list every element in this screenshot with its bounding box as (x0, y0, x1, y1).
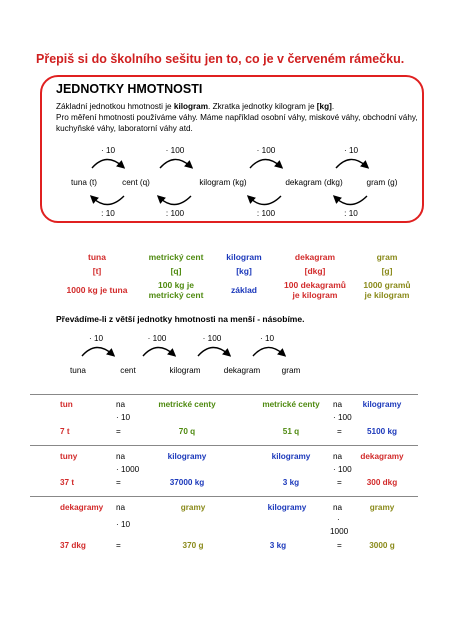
box-unit-dekagram: dekagram (dkg) (285, 178, 343, 187)
ex1-eq2: = (337, 427, 342, 436)
convert-unit-kilogram: kilogram (169, 366, 201, 375)
convert-heading: Převádíme-li z větší jednotky hmotnosti na menší - násobíme. (56, 314, 305, 324)
divider-2 (30, 445, 418, 446)
box-paragraph (56, 101, 418, 134)
box-mult-3: · 100 (256, 146, 276, 155)
convert-arc-4 (253, 347, 283, 356)
ex3-mid-unit: gramy (180, 503, 206, 512)
ex2-op1: · 1000 (116, 465, 140, 474)
table-name-dekagram: dekagram (294, 252, 336, 262)
table-rel-gram-1: 1000 gramů (363, 280, 411, 290)
ex3-res2: 3 kg (269, 541, 287, 550)
convert-mult-3: · 100 (202, 334, 222, 343)
ex1-mid-unit2: metrické centy (262, 400, 320, 409)
ex1-to-unit: kilogramy (362, 400, 402, 409)
convert-mult-4: · 10 (259, 334, 275, 343)
table-abbr-kg: [kg] (236, 266, 252, 276)
ex2-eq1: = (116, 478, 121, 487)
table-rel-gram-2: je kilogram (364, 290, 410, 300)
p1-text: Základní jednotkou hmotnosti je (56, 102, 174, 111)
ex3-op2b: 1000 (330, 527, 349, 536)
ex3-to-unit: gramy (369, 503, 395, 512)
table-name-cent: metrický cent (148, 252, 204, 262)
convert-unit-tuna: tuna (70, 366, 86, 375)
box-mult-4: · 10 (343, 146, 359, 155)
ex3-value: 37 dkg (60, 541, 86, 550)
ex2-na1: na (116, 452, 126, 461)
table-name-kilogram: kilogram (226, 252, 262, 262)
ex2-from: tuny (60, 452, 78, 461)
box-div-1: : 10 (101, 209, 115, 218)
ex2-res2: 3 kg (282, 478, 300, 487)
ex1-na1: na (116, 400, 126, 409)
ex3-eq2: = (337, 541, 342, 550)
p1-text-end: . (331, 102, 335, 111)
p1-text-mid: . Zkratka jednotky kilogram je (208, 102, 317, 111)
table-rel-cent-2: metrický cent (148, 290, 204, 300)
ex3-res1: 370 g (182, 541, 204, 550)
ex3-na1: na (116, 503, 126, 512)
table-abbr-g: [g] (381, 266, 393, 276)
convert-unit-cent: cent (120, 366, 136, 375)
ex3-mid-unit2: kilogramy (267, 503, 307, 512)
table-rel-kilogram: základ (231, 285, 257, 295)
ex2-op2: · 100 (333, 465, 352, 474)
ex1-res2: 51 q (282, 427, 300, 436)
red-frame (40, 75, 424, 223)
convert-mult-2: · 100 (147, 334, 167, 343)
table-abbr-dkg: [dkg] (304, 266, 326, 276)
ex3-op1: · 10 (116, 520, 131, 529)
ex1-res3: 5100 kg (366, 427, 398, 436)
ex3-eq1: = (116, 541, 121, 550)
convert-mult-1: · 10 (88, 334, 104, 343)
divider-3 (30, 496, 418, 497)
box-unit-tuna: tuna (t) (71, 178, 97, 187)
paragraph-line-3: kuchyňské váhy, laboratorní váhy atd. (56, 124, 193, 133)
ex1-from: tun (60, 400, 73, 409)
ex1-value: 7 t (60, 427, 70, 436)
table-abbr-t: [t] (92, 266, 102, 276)
ex1-op2: · 100 (333, 413, 352, 422)
ex1-res1: 70 q (178, 427, 196, 436)
box-mult-2: · 100 (165, 146, 185, 155)
table-rel-dekagram-1: 100 dekagramů (284, 280, 346, 290)
box-unit-kilogram: kilogram (kg) (199, 178, 247, 187)
table-abbr-q: [q] (170, 266, 182, 276)
ex2-res1: 37000 kg (169, 478, 205, 487)
box-heading: JEDNOTKY HMOTNOSTI (56, 82, 203, 96)
p1-bold-kilogram: kilogram (173, 102, 209, 111)
ex2-na2: na (333, 452, 343, 461)
box-mult-1: · 10 (100, 146, 116, 155)
table-name-tuna: tuna (88, 252, 106, 262)
ex2-value: 37 t (60, 478, 75, 487)
table-rel-dekagram-2: je kilogram (292, 290, 338, 300)
table-rel-tuna: 1000 kg je tuna (66, 285, 128, 295)
box-div-4: : 10 (344, 209, 358, 218)
divider-1 (30, 394, 418, 395)
convert-arc-3 (198, 347, 228, 356)
ex2-mid-unit2: kilogramy (271, 452, 311, 461)
convert-unit-gram: gram (281, 366, 301, 375)
ex3-na2: na (333, 503, 343, 512)
ex3-res3: 3000 g (369, 541, 395, 550)
ex2-mid-unit: kilogramy (167, 452, 207, 461)
box-unit-cent: cent (q) (122, 178, 150, 187)
ex2-res3: 300 dkg (366, 478, 398, 487)
box-div-3: : 100 (256, 209, 276, 218)
box-div-2: : 100 (165, 209, 185, 218)
ex2-to-unit: dekagramy (360, 452, 404, 461)
ex3-op2: · (337, 515, 340, 524)
table-rel-cent-1: 100 kg je (158, 280, 194, 290)
instruction-text: Přepiš si do školního sešitu jen to, co je v červeném rámečku. (36, 52, 405, 66)
p1-bold-kg: [kg] (316, 102, 332, 111)
convert-arc-1 (82, 347, 112, 356)
convert-unit-dekagram: dekagram (223, 366, 261, 375)
table-name-gram: gram (376, 252, 398, 262)
ex1-eq1: = (116, 427, 121, 436)
ex1-na2: na (333, 400, 343, 409)
ex3-from: dekagramy (60, 503, 104, 512)
ex1-mid-unit: metrické centy (158, 400, 216, 409)
paragraph-line-2: Pro měření hmotnosti používáme váhy. Máme například osobní váhy, miskové váhy, obchodní váhy, (56, 113, 418, 122)
ex1-op1: · 10 (116, 413, 131, 422)
ex2-eq2: = (337, 478, 342, 487)
paragraph-line-1 (56, 101, 418, 112)
convert-arc-2 (143, 347, 173, 356)
box-unit-gram: gram (g) (366, 178, 398, 187)
